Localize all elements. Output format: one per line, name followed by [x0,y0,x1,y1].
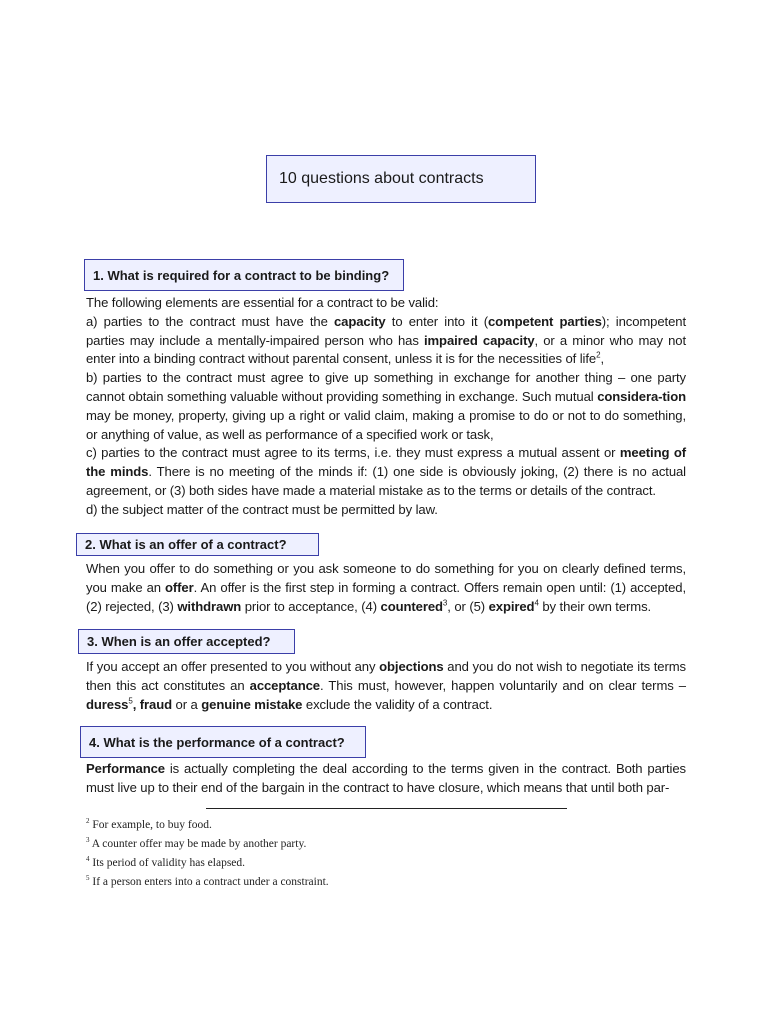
item-b: b) parties to the contract must agree to give up something in exchange for another thing – one party cannot obtain something valuable without providing something in exchange. Such mutual considera-tion may be money, property, giving up a right or valid claim, making a promise to do or not to do something, or anything of value, as well as performance of a specified work or task, [86,370,686,442]
section-heading-4: 4. What is the performance of a contract? [80,726,366,758]
item-a: a) parties to the contract must have the capacity to enter into it (competent parties); incompetent parties may include a mentally-impaired person who has impaired capacity, or a minor who may not enter into a binding contract without parental consent, unless it is for the necessities of life$^2$, [86,313,687,367]
footnote-3: $^3$ A counter offer may be made by another party. [86,836,307,850]
item-d: d) the subject matter of the contract must be permitted by law. [86,501,438,517]
section-4-body: Performance is actually completing the deal according to the terms given in the contract. Both parties must live up to their end of the bargain in the contract to have closure, which means that until both par- [86,761,686,795]
footnote-divider [206,808,567,809]
footnote-2: $^2$ For example, to buy food. [86,817,212,831]
footnote-4: $^4$ Its period of validity has elapsed. [86,855,246,869]
item-c: c) parties to the contract must agree to its terms, i.e. they must express a mutual assent or meeting of the minds. There is no meeting of the minds if: (1) one side is obviously joking, (2) there is no actual agreement, or (3) both sides have made a material mistake as to the terms or details of the contract. [86,445,686,498]
section-heading-3: 3. When is an offer accepted? [78,629,295,654]
page-title: 10 questions about contracts [266,155,536,203]
section-heading-2: 2. What is an offer of a contract? [76,533,319,556]
section-2-body: When you offer to do something or you ask someone to do something for you on clearly defined terms, you make an offer. An offer is the first step in forming a contract. Offers remain open until: (1) accepted, (2) rejected, (3) withdrawn prior to acceptance, (4) countered$^3$, or (5) expired$^4$ by their own terms. [86,561,686,614]
section-heading-1: 1. What is required for a contract to be binding? [84,259,404,291]
section-1-body [86,294,686,520]
footnotes [86,816,586,892]
footnote-5: $^5$ If a person enters into a contract under a constraint. [86,874,329,888]
section-3-body: If you accept an offer presented to you without any objections and you do not wish to negotiate its terms then this act constitutes an acceptance. This must, however, happen voluntarily and on clear terms – duress$^5$, fraud or a genuine mistake exclude the validity of a contract. [86,659,686,712]
section-1-intro: The following elements are essential for a contract to be valid: [86,295,439,310]
